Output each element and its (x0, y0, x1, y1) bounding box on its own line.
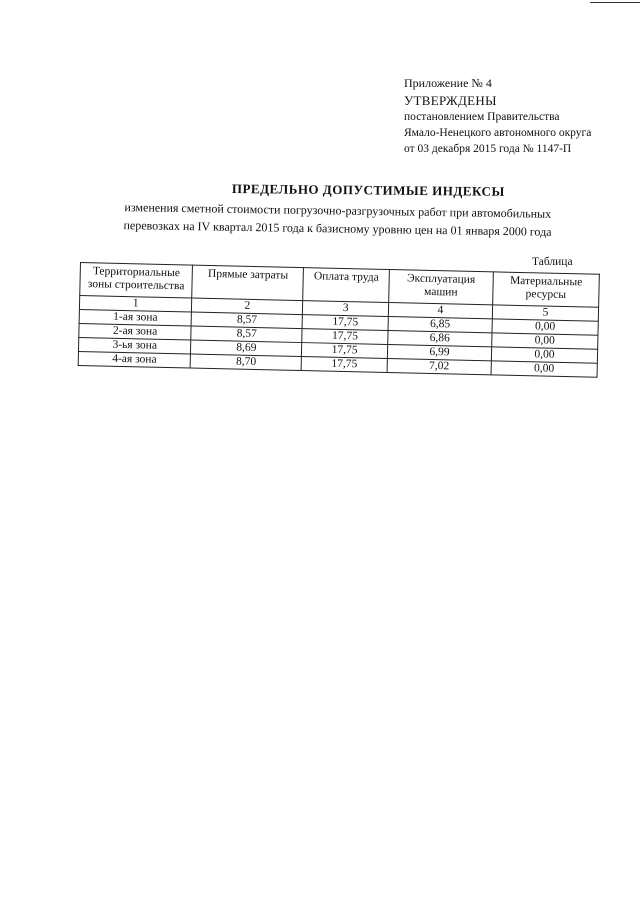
value-cell: 0,00 (491, 347, 597, 363)
value-cell: 8,57 (191, 312, 302, 329)
zone-cell: 1-ая зона (79, 309, 192, 326)
value-cell: 6,86 (388, 331, 492, 347)
header-labor: Оплата труда (303, 268, 389, 303)
column-number: 5 (492, 305, 598, 321)
value-cell: 8,69 (191, 340, 302, 357)
scan-edge-line (590, 2, 640, 3)
header-direct-costs: Прямые затраты (192, 265, 304, 301)
value-cell: 0,00 (491, 361, 597, 377)
table-caption: Таблица (532, 256, 573, 268)
indices-table-wrapper (78, 262, 600, 378)
zone-cell: 4-ая зона (78, 351, 191, 368)
header-materials: Материальные ресурсы (493, 272, 600, 307)
document-subtitle (117, 198, 558, 241)
subtitle-line-2: перевозках на IV квартал 2015 года к базисному уровню цен на 01 января 2000 года (123, 218, 552, 239)
value-cell: 17,75 (302, 329, 388, 345)
value-cell: 17,75 (302, 315, 388, 331)
approval-line-2: Ямало-Ненецкого автономного округа (404, 127, 592, 139)
value-cell: 0,00 (492, 319, 598, 335)
value-cell: 17,75 (301, 357, 387, 373)
indices-table (78, 262, 600, 378)
value-cell: 17,75 (302, 343, 388, 359)
document-title: ПРЕДЕЛЬНО ДОПУСТИМЫЕ ИНДЕКСЫ (231, 181, 505, 199)
column-number: 3 (303, 301, 389, 317)
subtitle-line-1: изменения сметной стоимости погрузочно-разгрузочных работ при автомобильных (124, 200, 552, 221)
zone-cell: 3-ья зона (78, 337, 191, 354)
value-cell: 8,57 (191, 326, 302, 343)
column-number: 2 (192, 298, 303, 315)
header-machines: Эксплуатация машин (389, 270, 494, 305)
value-cell: 8,70 (190, 354, 301, 371)
appendix-number: Приложение № 4 (404, 76, 492, 90)
zone-cell: 2-ая зона (79, 323, 192, 340)
value-cell: 0,00 (492, 333, 598, 349)
column-number: 4 (388, 303, 492, 319)
value-cell: 6,85 (388, 317, 492, 333)
approval-block (404, 75, 591, 157)
column-number: 1 (79, 296, 192, 313)
header-zones: Территориальные зоны строительства (80, 263, 193, 299)
value-cell: 7,02 (387, 358, 491, 374)
approval-line-1: постановлением Правительства (404, 111, 560, 123)
approval-line-3: от 03 декабря 2015 года № 1147-П (404, 143, 572, 155)
value-cell: 6,99 (387, 345, 491, 361)
approved-label: УТВЕРЖДЕНЫ (404, 93, 497, 108)
